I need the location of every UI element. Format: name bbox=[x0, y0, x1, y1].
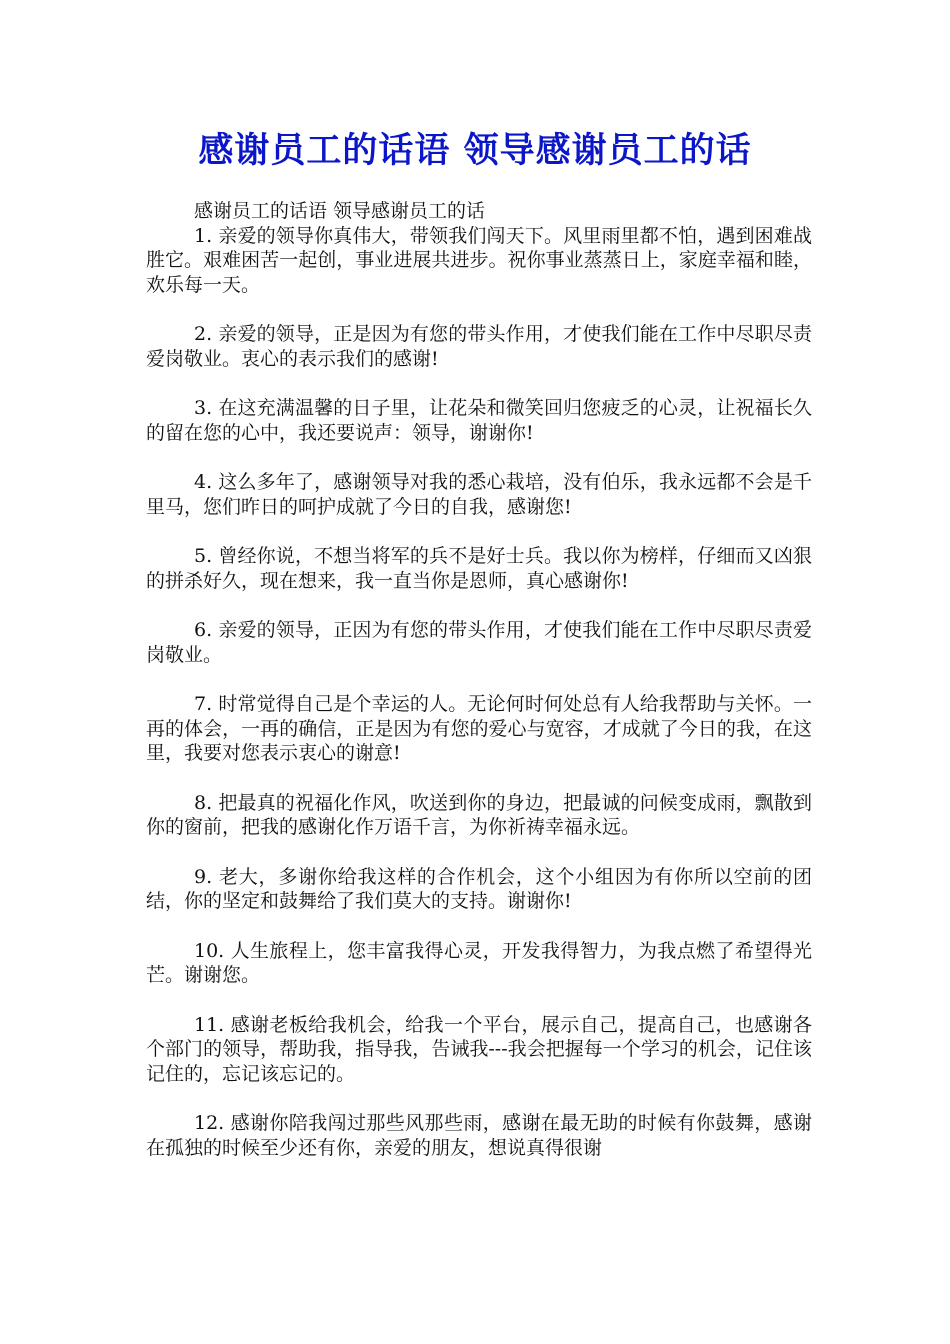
paragraph-9: 9. 老大，多谢你给我这样的合作机会，这个小组因为有你所以空前的团结，你的坚定和鼓舞给了我们莫大的支持。谢谢你! bbox=[146, 865, 812, 912]
paragraph-2: 2. 亲爱的领导，正是因为有您的带头作用，才使我们能在工作中尽职尽责爱岗敬业。衷心的表示我们的感谢! bbox=[146, 323, 812, 370]
document-body bbox=[146, 199, 812, 1160]
paragraph-4: 4. 这么多年了，感谢领导对我的悉心栽培，没有伯乐，我永远都不会是千里马，您们昨日的呵护成就了今日的自我，感谢您! bbox=[146, 471, 812, 518]
paragraph-1: 1. 亲爱的领导你真伟大，带领我们闯天下。风里雨里都不怕，遇到困难战胜它。艰难困苦一起创，事业进展共进步。祝你事业蒸蒸日上，家庭幸福和睦，欢乐每一天。 bbox=[146, 224, 812, 296]
paragraph-5: 5. 曾经你说，不想当将军的兵不是好士兵。我以你为榜样，仔细而又凶狠的拼杀好久，现在想来，我一直当你是恩师，真心感谢你! bbox=[146, 545, 812, 592]
paragraph-12: 12. 感谢你陪我闯过那些风那些雨，感谢在最无助的时候有你鼓舞，感谢在孤独的时候至少还有你，亲爱的朋友，想说真得很谢 bbox=[146, 1112, 812, 1159]
paragraph-8: 8. 把最真的祝福化作风，吹送到你的身边，把最诚的问候变成雨，飘散到你的窗前，把我的感谢化作万语千言，为你祈祷幸福永远。 bbox=[146, 791, 812, 838]
paragraph-6: 6. 亲爱的领导，正因为有您的带头作用，才使我们能在工作中尽职尽责爱岗敬业。 bbox=[146, 619, 812, 666]
paragraph-7: 7. 时常觉得自己是个幸运的人。无论何时何处总有人给我帮助与关怀。一再的体会，一再的确信，正是因为有您的爱心与宽容，才成就了今日的我，在这里，我要对您表示衷心的谢意! bbox=[146, 693, 812, 764]
document-title: 感谢员工的话语 领导感谢员工的话 bbox=[198, 130, 752, 171]
document-subtitle: 感谢员工的话语 领导感谢员工的话 bbox=[194, 200, 486, 222]
paragraph-10: 10. 人生旅程上，您丰富我得心灵，开发我得智力，为我点燃了希望得光芒。谢谢您。 bbox=[146, 939, 812, 986]
paragraph-11: 11. 感谢老板给我机会，给我一个平台，展示自己，提高自己，也感谢各个部门的领导，帮助我，指导我，告诫我---我会把握每一个学习的机会，记住该记住的，忘记该忘记的。 bbox=[146, 1013, 812, 1085]
paragraph-3: 3. 在这充满温馨的日子里，让花朵和微笑回归您疲乏的心灵，让祝福长久的留在您的心中，我还要说声：领导，谢谢你! bbox=[146, 397, 812, 444]
